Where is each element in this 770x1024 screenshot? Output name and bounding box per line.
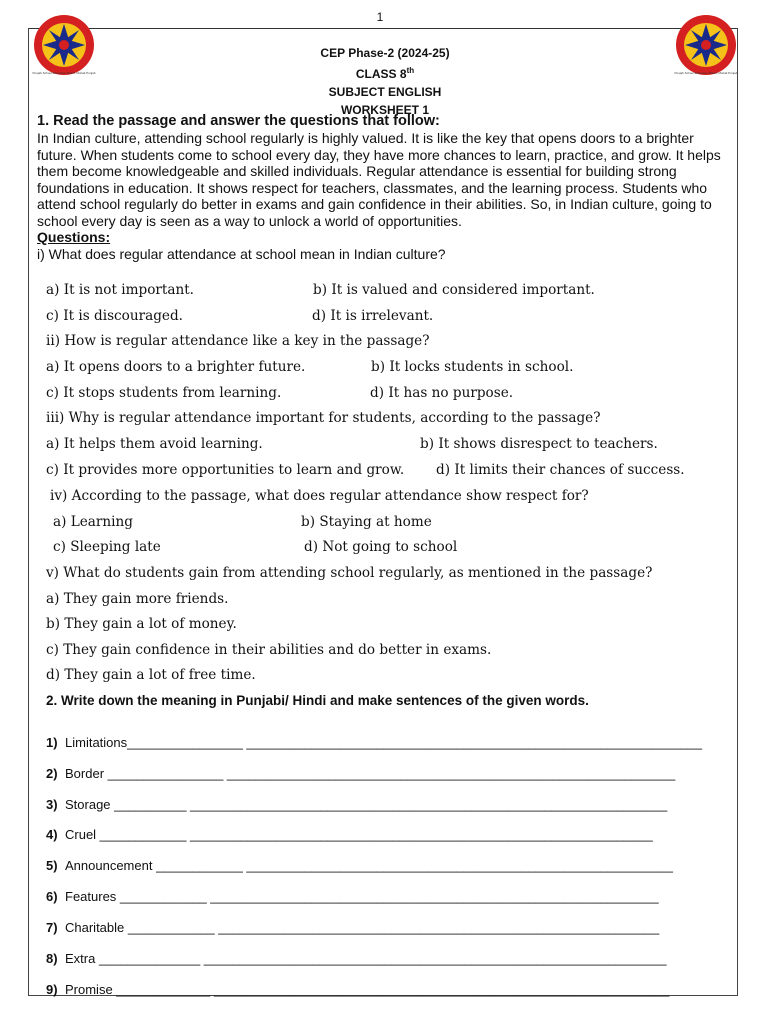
reading-passage: In Indian culture, attending school regularly is highly valued. It is like the key that opens doors to a brighter future. When students come to school every day, they have more chances to learn, practice, and grow. It helps them become knowledgeable and skilled individuals. Regular attendance is essential for building strong foundations in education. It shows respect for teachers, classmates, and the learning process. Students who attend school regularly do better in exams and gain confidence in their abilities. So, in Indian culture, going to school every day is seen as a way to unlock a world of opportunities. xyxy=(37,130,721,229)
question-4-options-ab xyxy=(53,514,753,534)
word-number: 5) xyxy=(46,858,58,873)
option-d: d) Not going to school xyxy=(304,539,458,555)
word-line-1[interactable] xyxy=(46,735,736,750)
question-2-options-cd xyxy=(46,385,746,405)
page-number: 1 xyxy=(376,10,384,24)
word-blank: Storage __________ __________________________________________________________________ xyxy=(65,797,668,812)
class-title xyxy=(0,62,770,83)
questions-heading: Questions: xyxy=(37,229,111,245)
word-line-6[interactable] xyxy=(46,889,736,904)
worksheet-title: WORKSHEET 1 xyxy=(340,103,429,117)
word-blank: Extra ______________ ________________________________________________________________ xyxy=(65,951,667,966)
option-c: c) Sleeping late xyxy=(53,539,161,555)
word-line-4[interactable] xyxy=(46,827,736,842)
option-b: b) It is valued and considered important. xyxy=(313,282,595,298)
option-d: d) It has no purpose. xyxy=(370,385,514,401)
word-blank: Promise _____________ _______________________________________________________________ xyxy=(65,982,670,997)
word-blank: Features ____________ ______________________________________________________________ xyxy=(65,889,659,904)
question-1-options-cd xyxy=(46,308,746,328)
word-blank: Limitations________________ _______________________________________________________________ xyxy=(65,735,702,750)
option-a: a) It opens doors to a brighter future. xyxy=(46,359,306,375)
class-label: CLASS 8 xyxy=(355,67,407,81)
word-number: 2) xyxy=(46,766,58,781)
option-c: c) It is discouraged. xyxy=(46,308,183,324)
section-2-title: 2. Write down the meaning in Punjabi/ Hindi and make sentences of the given words. xyxy=(46,693,589,708)
question-5-option-d: d) They gain a lot of free time. xyxy=(46,667,256,683)
word-line-5[interactable] xyxy=(46,858,736,873)
word-number: 4) xyxy=(46,827,58,842)
word-line-9[interactable] xyxy=(46,982,736,997)
question-2-text: ii) How is regular attendance like a key in the passage? xyxy=(46,333,430,349)
word-number: 3) xyxy=(46,797,58,812)
option-b: b) Staying at home xyxy=(301,514,432,530)
section-1 xyxy=(37,113,727,263)
class-superscript: th xyxy=(406,66,415,75)
word-blank: Announcement ____________ ___________________________________________________________ xyxy=(65,858,674,873)
word-blank: Charitable ____________ _____________________________________________________________ xyxy=(65,920,660,935)
word-number: 8) xyxy=(46,951,58,966)
section-1-title: 1. Read the passage and answer the questions that follow: xyxy=(37,113,440,129)
question-4-text: iv) According to the passage, what does regular attendance show respect for? xyxy=(50,488,589,504)
word-blank: Cruel ____________ ________________________________________________________________ xyxy=(65,827,653,842)
option-a: a) It helps them avoid learning. xyxy=(46,436,263,452)
question-5-option-a: a) They gain more friends. xyxy=(46,591,229,607)
question-5-text: v) What do students gain from attending school regularly, as mentioned in the passage? xyxy=(46,565,653,581)
subject-title: SUBJECT ENGLISH xyxy=(328,85,442,99)
question-1-text: i) What does regular attendance at school mean in Indian culture? xyxy=(37,246,446,262)
option-a: a) Learning xyxy=(53,514,133,530)
option-d: d) It is irrelevant. xyxy=(312,308,434,324)
option-b: b) It locks students in school. xyxy=(371,359,574,375)
option-c: c) It provides more opportunities to learn and grow. xyxy=(46,462,405,478)
question-5-option-b: b) They gain a lot of money. xyxy=(46,616,237,632)
option-c: c) It stops students from learning. xyxy=(46,385,282,401)
logo-caption-left: Punjab School Education Board, Mohali Punjab xyxy=(32,71,96,75)
worksheet-header xyxy=(0,44,770,119)
word-line-2[interactable] xyxy=(46,766,736,781)
word-number: 9) xyxy=(46,982,58,997)
word-line-7[interactable] xyxy=(46,920,736,935)
word-number: 1) xyxy=(46,735,58,750)
question-2-options-ab xyxy=(46,359,746,379)
option-d: d) It limits their chances of success. xyxy=(436,462,685,478)
word-line-8[interactable] xyxy=(46,951,736,966)
logo-caption-right: Punjab School Education Board, Mohali Punjab xyxy=(674,71,738,75)
question-1-options-ab xyxy=(46,282,746,302)
question-5-option-c: c) They gain confidence in their abilities and do better in exams. xyxy=(46,642,492,658)
option-a: a) It is not important. xyxy=(46,282,194,298)
word-number: 7) xyxy=(46,920,58,935)
question-3-options-cd xyxy=(46,462,746,482)
option-b: b) It shows disrespect to teachers. xyxy=(420,436,658,452)
word-number: 6) xyxy=(46,889,58,904)
question-4-options-cd xyxy=(53,539,753,559)
word-blank: Border ________________ ______________________________________________________________ xyxy=(65,766,676,781)
question-3-text: iii) Why is regular attendance important for students, according to the passage? xyxy=(46,410,601,426)
word-line-3[interactable] xyxy=(46,797,736,812)
program-title: CEP Phase-2 (2024-25) xyxy=(320,46,450,60)
question-3-options-ab xyxy=(46,436,746,456)
